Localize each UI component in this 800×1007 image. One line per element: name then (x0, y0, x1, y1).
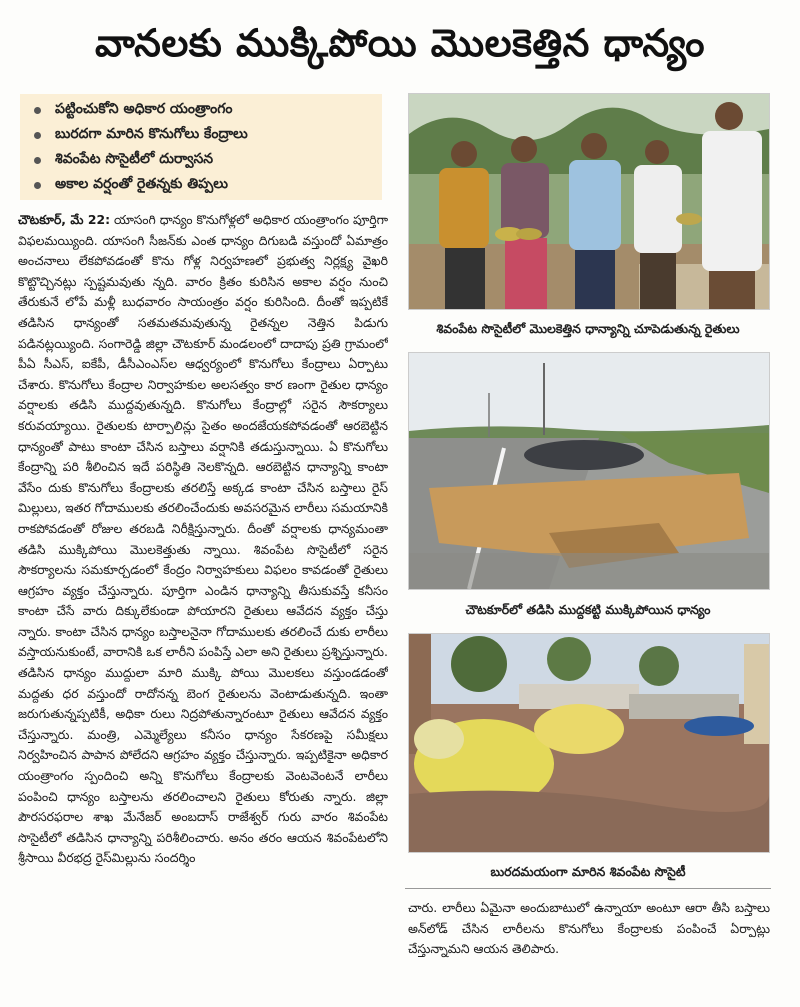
dateline: చౌటకూర్, మే 22: (18, 212, 111, 227)
bullet-icon (34, 182, 41, 189)
highlight-item: అకాల వర్షంతో రైతన్నకు తిప్పలు (20, 173, 382, 198)
photo-muddy-yard (408, 633, 770, 853)
article-body (18, 210, 388, 1000)
article-continuation: చారు. లారీలు ఏమైనా అందుబాటులో ఉన్నాయా అంటూ ఆరా తీసి బస్తాలు అన్‌లోడ్ చేసిన లారీలను కొనుగోలు కేంద్రాలకు పంపించే ఏర్పాట్లు చేస్తున్నామని ఆయన తెలిపారు. (408, 900, 770, 957)
bullet-icon (34, 132, 41, 139)
headline: వానలకు ముక్కిపోయి మొలకెత్తిన ధాన్యం (95, 21, 705, 65)
photo-caption-muddy-yard: బురదమయంగా మారిన శివంపేట సొసైటీ (490, 864, 686, 879)
article-text: యాసంగి ధాన్యం కొనుగోళ్లలో అధికార యంత్రాంగం పూర్తిగా విఫలమయ్యింది. యాసంగి సీజన్‌కు ఎంత ధాన్యం దిగుబడి వస్తుందో ఏమాత్రం అంచనాలు లేకపోవడంతో కొను గోళ్ల నిర్వహణలో ప్రభుత్వ నిర్లక్ష్య వైఖరి కొట్టొచ్చినట్లు స్పష్టమవుతు న్నది. వారం క్రితం కురిసిన అకాల వర్షం నుంచి తేరుకునే లోపే మళ్లీ బుధవారం సాయంత్రం వర్షం కురిసింది. దీంతో ఇప్పటికే తడిసిన ధాన్యంతో సతమతమవుతున్న రైతన్నల నెత్తిన పిడుగు పడినట్లయ్యింది. సంగారెడ్డి జిల్లా చౌటకూర్ మండలంలో దాదాపు ప్రతి గ్రామంలో పీఏ సీఎస్, ఐకేపీ, డీసీఎంఎస్‌ల ఆధ్వర్యంలో కొనుగోలు కేంద్రాలు ఏర్పాటు చేశారు. కొనుగోలు కేంద్రాల నిర్వాహకుల అలసత్వం కార ణంగా రైతుల ధాన్యం వర్షాలకు తడిసి ముద్దవుతున్నది. కొనుగోలు కేంద్రాల్లో సరైన సౌకర్యాలు కరువయ్యాయి. రైతులకు టార్పాలిన్లు సైతం అందజేయకపోవడంతో ఆరబెట్టిన ధాన్యంతో పాటు కాంటా చేసిన బస్తాలు వర్షానికి తడుస్తున్నాయి. ఏ కొనుగోలు కేంద్రాన్ని పరి శీలించిన ఇదే పరిస్థితి నెలకొన్నది. ఆరబెట్టిన ధాన్యాన్ని కాంటా వేసేం దుకు కొనుగోలు కేంద్రాలకు తరలిస్తే అక్కడ కాంటా చేసిన బస్తాలు రైస్ మిల్లులు, ఇతర గోదాములకు తరలించేందుకు అవసరమైన లారీలు సమయానికి రాకపోవడంతో రోజుల తరబడి నిరీక్షిస్తున్నారు. దీంతో వర్షాలకు ధాన్యమంతా తడిసి ముక్కిపోయి మొలకెత్తుతు న్నాయి. శివంపేట సొసైటీలో సరైన సౌకర్యాలను సమకూర్చడంలో కేంద్రం నిర్వాహకులు విఫలం కావడంతో రైతులు ఆగ్రహం వ్యక్తం చేస్తున్నారు. పూర్తిగా ఎండిన ధాన్యాన్ని తీసుకువస్తే కనీసం కాంటా చేసే వారు దిక్కులేకుండా పోయారని రైతులు ఆవేదన వ్యక్తం చేస్తు న్నారు. కాంటా చేసిన ధాన్యం బస్తాలనైనా గోదాములకు తరలించే దుకు లారీలు వస్తాయనుకుంటే, వారానికి ఒక లారీని పంపిస్తే ఎలా అని రైతులు ప్రశ్నిస్తున్నారు. తడిసిన ధాన్యం ముద్దులా మారి ముక్కి పోయి మొలకలు వస్తుండడంతో మద్దతు ధర వస్తుందో రాదోనన్న బెంగ రైతులను వెంటాడుతున్నది. ఇంతా జరుగుతున్నప్పటికీ, అధికా రులు నిద్రపోతున్నారంటూ రైతులు ఆవేదన వ్యక్తం చేస్తున్నారు. మంత్రి, ఎమ్మెల్యేలు కనీసం ధాన్యం సేకరణపై సమీక్షలు నిర్వహించిన పాపాన పోలేదని ఆగ్రహం వ్యక్తం చేస్తున్నారు. ఇప్పటికైనా అధికార యంత్రాంగం స్పందించి అన్ని కొనుగోలు కేంద్రాలకు వెంటవెంటనే లారీలు పంపించి ధాన్యం బస్తాలను తరలించాలని రైతులు కోరుతు న్నారు. జిల్లా పౌరసరఫరాల శాఖ మేనేజర్ అంబదాస్ రాజేశ్వర్ గురు వారం శివంపేట సొసైటీలో తడిసిన ధాన్యాన్ని పరిశీలించారు. అనం తరం ఆయన శివంపేటలోని శ్రీసాయి వీరభద్ర రైస్‌మిల్లును సందర్శిం (18, 212, 388, 866)
bullet-icon (34, 157, 41, 164)
column-divider (405, 888, 771, 889)
highlights-box (20, 94, 382, 200)
bullet-icon (34, 107, 41, 114)
photo-caption-wet-grain: చౌటకూర్‌లో తడిసి ముద్దకట్టి ముక్కిపోయిన ధాన్యం (465, 602, 711, 617)
highlight-item: బురదగా మారిన కొనుగోలు కేంద్రాలు (20, 123, 382, 148)
highlight-item: పట్టించుకోని అధికార యంత్రాంగం (20, 98, 382, 123)
photo-farmers (408, 93, 770, 310)
photo-wet-grain-road (408, 352, 770, 590)
photo-caption-farmers: శివంపేట సొసైటీలో మొలకెత్తిన ధాన్యాన్ని చూపెడుతున్న రైతులు (436, 321, 740, 336)
highlight-item: శివంపేట సొసైటీలో దుర్వాసన (20, 148, 382, 173)
